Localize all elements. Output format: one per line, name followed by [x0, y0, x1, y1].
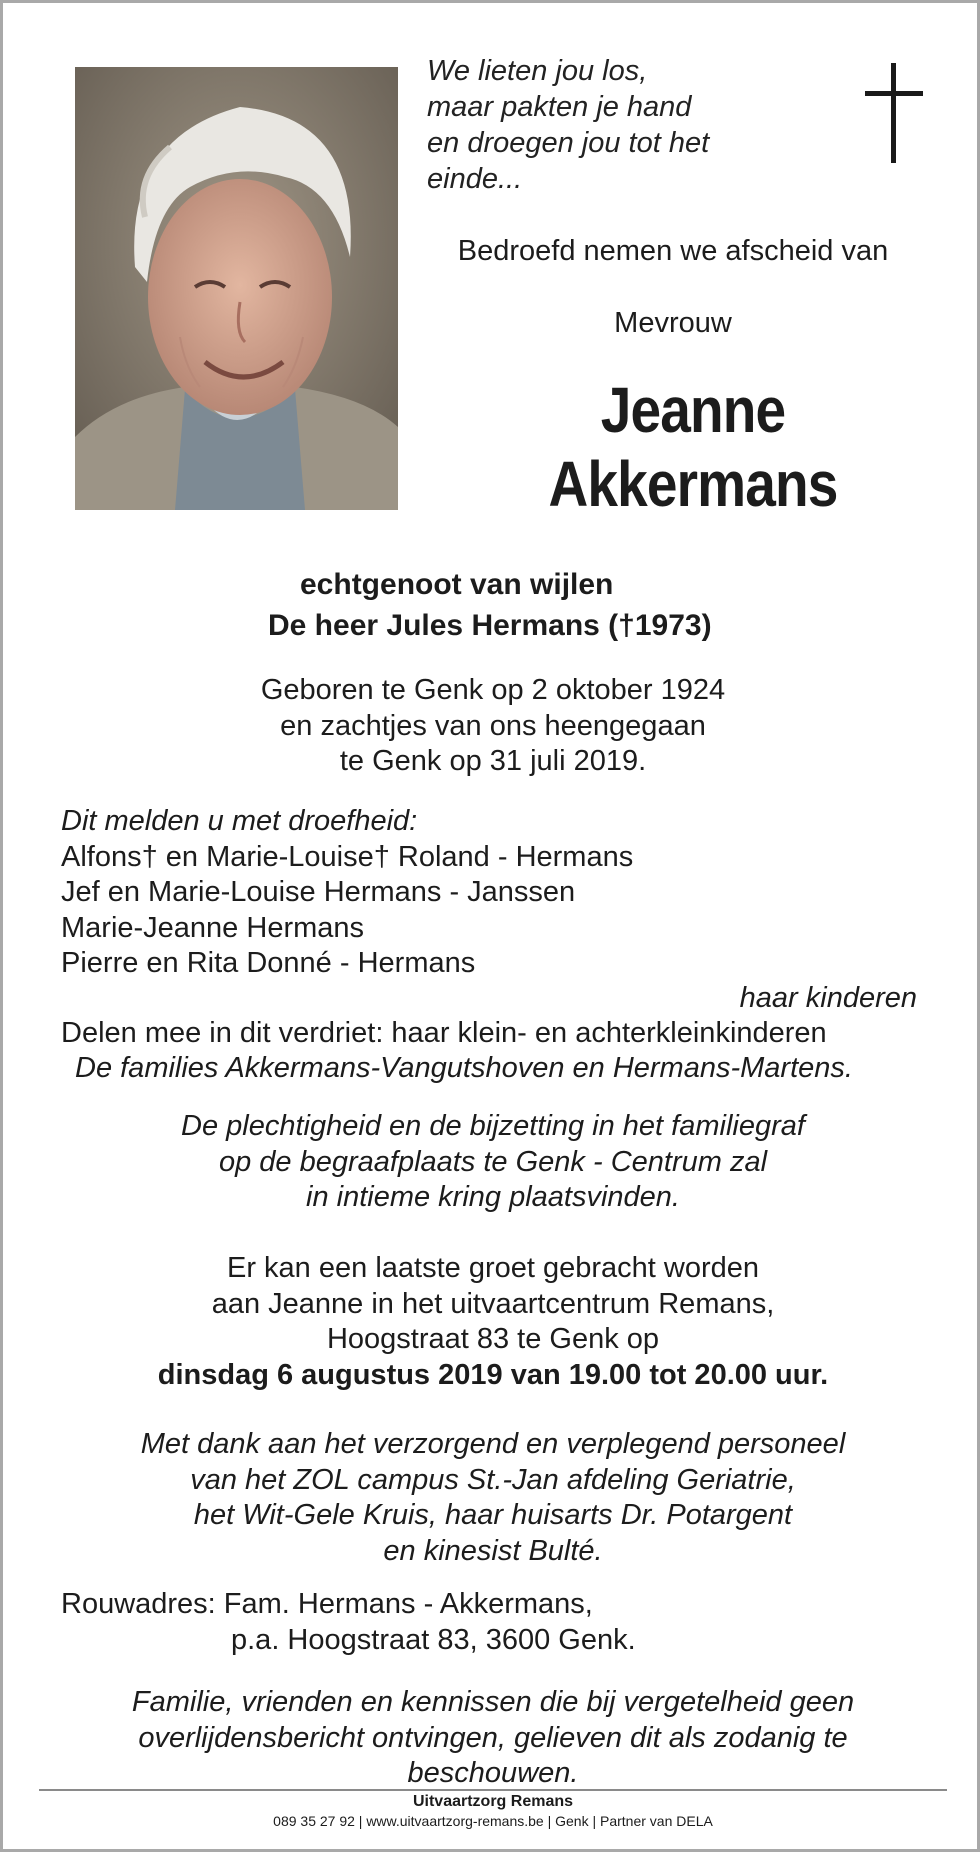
child-entry: Alfons† en Marie-Louise† Roland - Hermans — [61, 840, 634, 873]
notice-line: Familie, vrienden en kennissen die bij vergetelheid geen — [131, 1686, 855, 1718]
notice-message — [3, 1685, 980, 1792]
farewell-visit-info — [3, 1251, 980, 1393]
visit-line: Hoogstraat 83 te Genk op — [326, 1323, 660, 1355]
thanks-line: Met dank aan het verzorgend en verplegend personeel — [140, 1428, 846, 1460]
first-name: Jeanne — [600, 374, 786, 446]
funeral-home-contact: 089 35 27 92 | www.uitvaartzorg-remans.be | Genk | Partner van DELA — [273, 1813, 713, 1829]
visit-line: aan Jeanne in het uitvaartcentrum Remans, — [211, 1287, 775, 1320]
mourners-list — [61, 804, 633, 982]
thanks-message — [3, 1427, 980, 1569]
child-entry: Marie-Jeanne Hermans — [61, 911, 365, 944]
deceased-name — [469, 373, 916, 521]
grandchildren-line: Delen mee in dit verdriet: haar klein- en achterkleinkinderen — [61, 1017, 827, 1049]
thanks-line: van het ZOL campus St.-Jan afdeling Geriatrie, — [190, 1463, 796, 1496]
farewell-intro: Bedroefd nemen we afscheid van — [457, 235, 889, 267]
ceremony-line: op de begraafplaats te Genk - Centrum zal — [218, 1145, 768, 1178]
condolence-address-line-2: p.a. Hoogstraat 83, 3600 Genk. — [231, 1624, 636, 1656]
notice-line: beschouwen. — [407, 1757, 579, 1789]
child-entry: Pierre en Rita Donné - Hermans — [61, 947, 476, 979]
ceremony-line: in intieme kring plaatsvinden. — [306, 1181, 680, 1213]
condolence-address-line-1: Rouwadres: Fam. Hermans - Akkermans, — [61, 1588, 593, 1620]
ceremony-info — [3, 1109, 980, 1216]
poem-line: en droegen jou tot het — [427, 127, 710, 159]
cross-icon — [865, 63, 923, 163]
footer-divider — [39, 1789, 947, 1791]
ceremony-line: De plechtigheid en de bijzetting in het familiegraf — [181, 1110, 805, 1142]
thanks-line: en kinesist Bulté. — [383, 1534, 603, 1567]
birth-death-info — [3, 673, 980, 780]
honorific: Mevrouw — [614, 307, 732, 339]
memorial-poem — [427, 53, 757, 197]
poem-line: einde... — [427, 163, 523, 195]
portrait-photo — [75, 67, 398, 510]
visit-line: Er kan een laatste groet gebracht worden — [227, 1252, 759, 1284]
info-line: en zachtjes van ons heengegaan — [280, 709, 706, 742]
info-line: te Genk op 31 juli 2019. — [339, 745, 647, 777]
last-name: Akkermans — [548, 448, 838, 520]
spouse-line-2: De heer Jules Hermans (†1973) — [268, 609, 712, 642]
funeral-home-name: Uitvaartzorg Remans — [412, 1793, 574, 1810]
thanks-line: het Wit-Gele Kruis, haar huisarts Dr. Potargent — [193, 1499, 793, 1531]
notice-line: overlijdensbericht ontvingen, gelieven dit als zodanig te — [138, 1721, 848, 1754]
child-entry: Jef en Marie-Louise Hermans - Janssen — [61, 876, 576, 908]
info-line: Geboren te Genk op 2 oktober 1924 — [260, 674, 726, 706]
children-label: haar kinderen — [739, 982, 917, 1014]
portrait-illustration — [75, 67, 398, 510]
spouse-line-1: echtgenoot van wijlen — [300, 568, 614, 601]
visit-datetime: dinsdag 6 augustus 2019 van 19.00 tot 20.00 uur. — [157, 1358, 829, 1391]
mourners-intro: Dit melden u met droefheid: — [61, 805, 418, 837]
poem-line: We lieten jou los, — [427, 55, 648, 87]
poem-line: maar pakten je hand — [427, 91, 692, 123]
families-line: De families Akkermans-Vangutshoven en Hermans-Martens. — [75, 1052, 853, 1084]
